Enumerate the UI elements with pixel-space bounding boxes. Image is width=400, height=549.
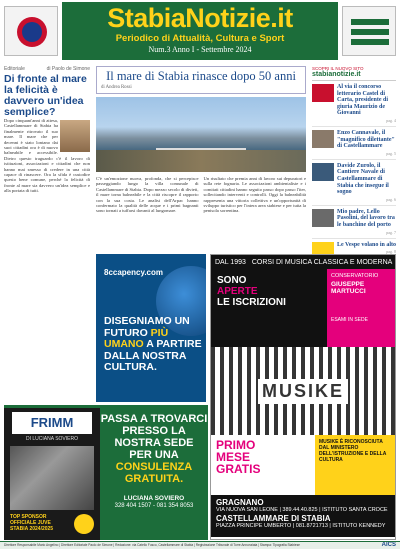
article-author: di Andrea Rossi	[101, 85, 132, 90]
sidebar-site-link[interactable]: stabianotizie.it	[312, 71, 361, 78]
colophon	[0, 541, 400, 549]
passa-ad[interactable]	[100, 405, 208, 540]
sidebar-kicker: SCOPRI IL NUOVO SITO	[312, 66, 364, 71]
sidebar-item-title: Al via il concorso letterario Castel di Carta, presidente di giuria Maurizio de Giovanni	[337, 84, 389, 117]
passa-phone: 328 404 1507 - 081 354 8053	[114, 503, 194, 509]
prima-line-2: MESE	[216, 450, 251, 464]
sidebar-item-title: Le Vespe volano in alto	[337, 241, 397, 248]
musike-brand: MUSIKE	[258, 379, 348, 404]
sidebar-item[interactable]	[312, 127, 396, 160]
author-photo	[60, 120, 90, 152]
sidebar-item-page: pag. 5	[386, 150, 396, 156]
agent-photo	[10, 446, 94, 510]
conservatory-name: GIUSEPPE MARTUCCI	[331, 281, 366, 295]
conservatory-box	[327, 269, 395, 347]
sidebar-item-page: pag. 7	[386, 229, 396, 235]
editorial-body: Dopo cinquant'anni di attesa, Castellammare di Stabia ha finalmente ritrovato il suo mare. Il mare che per decenni è stato lontano dai suoi cittadini ora è di nuovo balneabile e accessibile. Dietro questo traguardo c'è il lavoro di istituzioni, associazioni e cittadini che non hanno mai smesso di credere in una città capace di rinascere. Ora la sfida è custodire questo bene comune, perché la felicità di fronte al mare sia davvero un'idea semplice e alla portata di tutti.	[4, 118, 90, 194]
sidebar-header	[312, 66, 396, 81]
sponsor-logo	[342, 6, 396, 56]
open-enrollment	[211, 269, 327, 347]
main-article	[96, 66, 306, 250]
sidebar-item-page: pag. 6	[386, 196, 396, 202]
article-column-2: Un risultato che premia anni di lavoro sui depuratori e sulla rete fognaria. Le associazioni ambientaliste e i comitati cittadini hanno seguito passo dopo passo l'iter, sollecitando interventi e controlli. Oggi la balneabilità rappresenta una vittoria collettiva e un'opportunità di sviluppo turistico per l'intera area stabiese e per tutta la penisola sorrentina.	[203, 176, 306, 214]
article-header	[96, 66, 306, 94]
editorial-section-label: Editoriale	[4, 66, 25, 72]
capency-headline-white: DISEGNIAMO UN FUTURO	[104, 315, 190, 339]
sidebar-item-title: Mio padre, Lello Pasolini, del lavoro tra le banchine del porto	[337, 208, 395, 228]
open-line-1: SONO	[217, 275, 247, 286]
sidebar-thumb	[312, 130, 334, 148]
passa-line-3: PER UNA	[129, 449, 179, 461]
issue-number: Num.3 Anno I - Settembre 2024	[148, 45, 252, 54]
editorial-column	[4, 66, 90, 401]
music-since: DAL 1993	[215, 258, 246, 266]
colophon-text: Direttore Responsabile Mario Angelino | Direttore Editoriale Paolo de Simone | Redazione: via Catello Fusco, Castellammare di Stabia | Registrazione Tribunale di Torre Annunziata | Stampa: Tipografia Stabiese	[4, 543, 300, 547]
piano-keys-image	[211, 347, 395, 435]
frimm-subtitle: DI LUCIANA SOVIERO	[26, 436, 78, 442]
prima-line-1: PRIMO	[216, 438, 256, 452]
frimm-ad[interactable]	[4, 405, 100, 540]
editorial-byline: di Paolo de Simone	[46, 66, 90, 72]
music-banner	[211, 255, 395, 269]
masthead-subtitle: Periodico di Attualità, Cultura e Sport	[115, 33, 285, 44]
article-photo	[96, 97, 306, 172]
open-line-3: LE ISCRIZIONI	[217, 297, 286, 308]
sidebar-thumb	[312, 163, 334, 181]
conservatory-label: CONSERVATORIO	[331, 273, 379, 279]
exams-tag: ESAMI IN SEDE	[331, 317, 368, 323]
sidebar-item[interactable]	[312, 206, 396, 239]
location-city-1: GRAGNANO	[216, 498, 264, 507]
passa-line-2: PRESSO LA NOSTRA SEDE	[114, 425, 194, 449]
article-column-1: C'è un'emozione nuova, profonda, che si percepisce passeggiando lungo la villa comunale di Castellammare di Stabia. Dopo mezzo secolo di divieti, il mare torna balneabile e la città riscopre il rapporto con la sua costa. Le analisi dell'Arpac hanno confermato la qualità delle acque e i primi bagnanti sono tornati a tuffarsi davanti al lungomare.	[96, 176, 199, 214]
masthead	[0, 0, 400, 62]
stabia-crest-logo	[4, 6, 58, 56]
capency-ad[interactable]	[96, 254, 206, 402]
first-month-free	[211, 435, 315, 495]
open-line-2: APERTE	[217, 286, 258, 297]
juve-stabia-badge-icon	[74, 514, 94, 534]
sidebar-item-page: pag. 4	[386, 117, 396, 123]
sidebar	[312, 66, 397, 255]
editorial-title: Di fronte al mare la felicità è davvero un'idea semplice?	[4, 73, 87, 118]
masthead-title: StabiaNotizie.it	[107, 3, 293, 33]
sidebar-item[interactable]	[312, 160, 396, 206]
sidebar-item-title: Enzo Cannavale, il "magnifico dilettante" di Castellammare	[337, 129, 395, 150]
capency-headline-yellow: PIÙ UMANO	[104, 326, 169, 350]
location-city-2: CASTELLAMMARE DI STABIA	[216, 514, 331, 523]
music-school-ad[interactable]	[210, 254, 396, 540]
aics-logo: AICS	[381, 542, 396, 548]
frimm-sponsor: TOP SPONSOR OFFICIALE JUVE STABIA 2024/2025	[10, 514, 54, 532]
sidebar-item[interactable]	[312, 81, 396, 127]
ministry-note: MUSIKE È RICONOSCIUTA DAL MINISTERO DELL'ISTRUZIONE E DELLA CULTURA	[315, 435, 395, 495]
music-locations	[211, 495, 395, 537]
masthead-banner	[62, 2, 338, 60]
capency-headline	[104, 316, 204, 374]
location-line-2: PIAZZA PRINCIPE UMBERTO | 081.8721713 | ISTITUTO KENNEDY	[216, 523, 386, 529]
capency-headline-end: A PARTIRE DALLA NOSTRA CULTURA.	[104, 338, 202, 373]
sidebar-item-title: Davide Zurolo, il Cantiere Navale di Castellammare di Stabia che insegue il sogno	[337, 162, 389, 196]
prima-line-3: GRATIS	[216, 462, 261, 476]
capency-site: 8ccapency.com	[104, 268, 163, 277]
sidebar-thumb	[312, 84, 334, 102]
passa-agent-name: LUCIANA SOVIERO	[123, 495, 185, 502]
article-title: Il mare di Stabia rinasce dopo 50 anni	[106, 69, 296, 83]
passa-line-4: CONSULENZA GRATUITA.	[115, 461, 193, 485]
frimm-logo: FRIMM	[12, 412, 92, 434]
sidebar-item-page: pag. 8	[386, 249, 396, 255]
passa-line-1: PASSA A TROVARCI	[100, 413, 208, 425]
music-banner-text: CORSI DI MUSICA CLASSICA E MODERNA	[251, 258, 393, 266]
location-line-1: VIA NUOVA SAN LEONE | 389.44.40.825 | ISTITUTO SANTA CROCE	[216, 507, 388, 513]
sidebar-thumb	[312, 209, 334, 227]
